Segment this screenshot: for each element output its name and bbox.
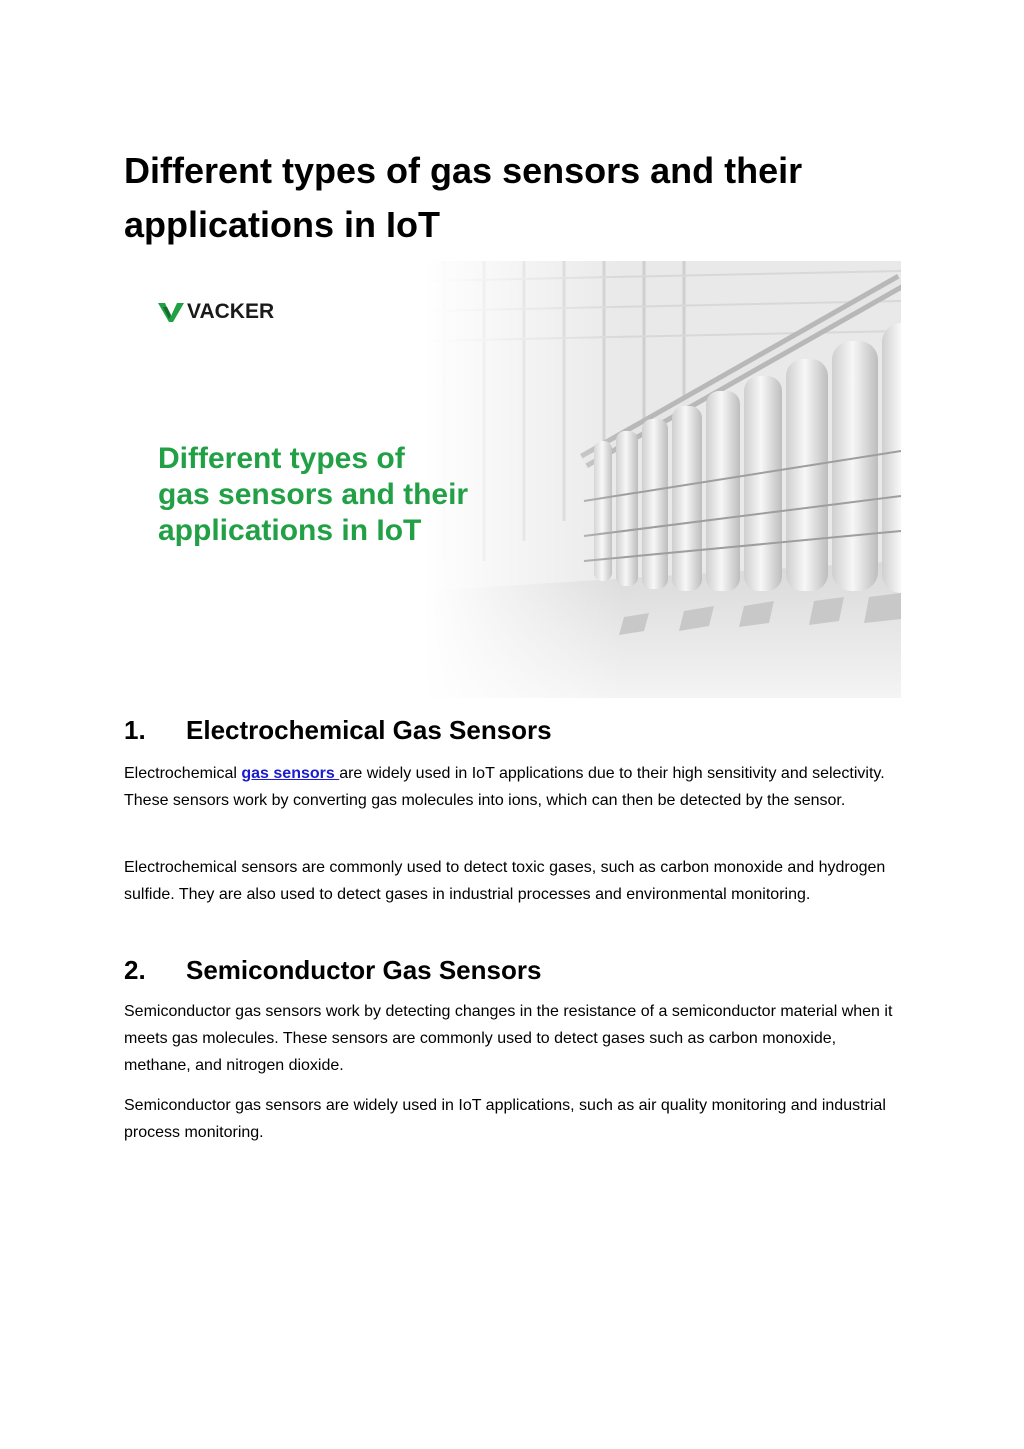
logo-text: VACKER — [187, 300, 275, 323]
paragraph — [124, 760, 900, 814]
page-title: Different types of gas sensors and their applications in IoT — [124, 150, 803, 245]
section-number: 1. — [124, 715, 146, 745]
hero-headline — [158, 441, 538, 549]
vacker-logo — [158, 297, 274, 327]
gas-sensors-link[interactable]: gas sensors — [241, 765, 340, 782]
section-heading-semiconductor — [124, 954, 541, 986]
hero-headline-line: Different types of — [158, 442, 405, 475]
section-number: 2. — [124, 955, 146, 985]
section-heading-electrochemical — [124, 714, 552, 746]
hero-headline-line: applications in IoT — [158, 514, 422, 547]
paragraph-text: Electrochemical — [124, 765, 242, 782]
hero-headline-line: gas sensors and their — [158, 478, 469, 511]
paragraph-text: are widely used in IoT applications due to their high sensitivity and selectivity. These sensors work by converting gas molecules into ions, which can then be detected by the sensor. — [124, 765, 885, 809]
paragraph: Electrochemical sensors are commonly used to detect toxic gases, such as carbon monoxide and hydrogen sulfide. They are also used to detect gases in industrial processes and environmental monitoring. — [124, 859, 886, 903]
section-title: Semiconductor Gas Sensors — [186, 955, 542, 985]
vacker-v-logo-icon — [158, 301, 184, 323]
paragraph: Semiconductor gas sensors work by detecting changes in the resistance of a semiconductor material when it meets gas molecules. These sensors are commonly used to detect gases such as carbon monoxide, methane, and nitrogen dioxide. — [124, 1003, 893, 1074]
hero-banner-image — [124, 261, 901, 698]
paragraph: Semiconductor gas sensors are widely used in IoT applications, such as air quality monitoring and industrial process monitoring. — [124, 1097, 886, 1141]
section-title: Electrochemical Gas Sensors — [186, 715, 552, 745]
